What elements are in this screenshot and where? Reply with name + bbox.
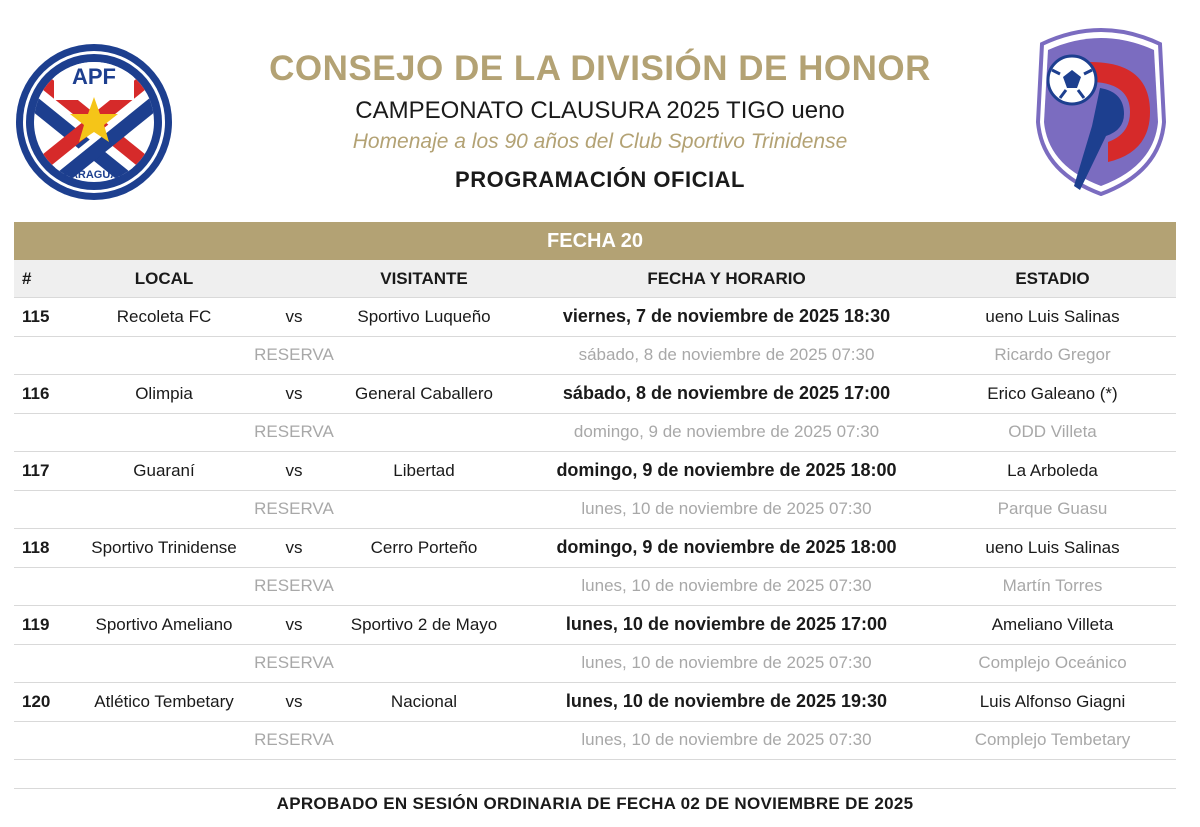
reserve-datetime: domingo, 9 de noviembre de 2025 07:30 xyxy=(573,422,880,442)
header xyxy=(220,48,980,194)
home-team: Guaraní xyxy=(133,460,195,480)
home-team: Sportivo Ameliano xyxy=(95,614,233,634)
match-number: 115 xyxy=(22,306,50,326)
reserve-stadium: Martín Torres xyxy=(1002,576,1103,596)
col-header-estadio: ESTADIO xyxy=(1015,268,1090,288)
table-row-reserve xyxy=(14,337,1176,376)
reserve-datetime: lunes, 10 de noviembre de 2025 07:30 xyxy=(581,653,872,673)
reserve-label: RESERVA xyxy=(254,653,334,673)
match-datetime: domingo, 9 de noviembre de 2025 18:00 xyxy=(556,537,897,558)
reserve-datetime: lunes, 10 de noviembre de 2025 07:30 xyxy=(581,499,872,519)
schedule-table xyxy=(14,298,1176,760)
stadium: ueno Luis Salinas xyxy=(985,537,1120,557)
table-row xyxy=(14,606,1176,645)
apf-logo-country: PARAGUAY xyxy=(63,169,125,181)
championship-subtitle: CAMPEONATO CLAUSURA 2025 TIGO ueno xyxy=(355,97,845,124)
match-datetime: viernes, 7 de noviembre de 2025 18:30 xyxy=(562,306,891,327)
away-team: Sportivo Luqueño xyxy=(357,306,491,326)
stadium: ueno Luis Salinas xyxy=(985,306,1120,326)
match-number: 119 xyxy=(22,614,50,634)
reserve-stadium: Parque Guasu xyxy=(997,499,1108,519)
col-header-visitante: VISITANTE xyxy=(380,268,468,288)
table-row-reserve xyxy=(14,722,1176,761)
reserve-label: RESERVA xyxy=(254,422,334,442)
table-row xyxy=(14,683,1176,722)
away-team: Cerro Porteño xyxy=(370,537,478,557)
table-row xyxy=(14,529,1176,568)
home-team: Atlético Tembetary xyxy=(94,691,234,711)
table-row-reserve xyxy=(14,491,1176,530)
stadium: Luis Alfonso Giagni xyxy=(979,691,1126,711)
approval-footer: APROBADO EN SESIÓN ORDINARIA DE FECHA 02 DE NOVIEMBRE DE 2025 xyxy=(276,794,914,813)
stadium: Ameliano Villeta xyxy=(991,614,1114,634)
match-datetime: lunes, 10 de noviembre de 2025 17:00 xyxy=(565,614,888,635)
table-row-reserve xyxy=(14,645,1176,684)
home-team: Sportivo Trinidense xyxy=(91,537,237,557)
reserve-label: RESERVA xyxy=(254,576,334,596)
vs-label: vs xyxy=(285,460,303,480)
away-team: Nacional xyxy=(390,691,458,711)
home-team: Olimpia xyxy=(135,383,193,403)
vs-label: vs xyxy=(285,614,303,634)
apf-logo-text: APF xyxy=(72,64,116,89)
stadium: La Arboleda xyxy=(1007,460,1098,480)
tribute-text: Homenaje a los 90 años del Club Sportivo Trinidense xyxy=(352,130,848,153)
match-datetime: domingo, 9 de noviembre de 2025 18:00 xyxy=(556,460,897,481)
table-row xyxy=(14,452,1176,491)
reserve-stadium: Complejo Oceánico xyxy=(978,653,1127,673)
reserve-datetime: lunes, 10 de noviembre de 2025 07:30 xyxy=(581,576,872,596)
match-number: 120 xyxy=(22,691,51,711)
table-row xyxy=(14,298,1176,337)
match-datetime: sábado, 8 de noviembre de 2025 17:00 xyxy=(562,383,891,404)
council-title: CONSEJO DE LA DIVISIÓN DE HONOR xyxy=(269,49,931,88)
col-header-num: # xyxy=(22,268,32,288)
reserve-label: RESERVA xyxy=(254,345,334,365)
col-header-local: LOCAL xyxy=(134,268,194,288)
reserve-stadium: Ricardo Gregor xyxy=(994,345,1111,365)
official-programming-title: PROGRAMACIÓN OFICIAL xyxy=(455,167,745,192)
stadium: Erico Galeano (*) xyxy=(987,383,1118,403)
table-row-reserve xyxy=(14,568,1176,607)
reserve-label: RESERVA xyxy=(254,499,334,519)
vs-label: vs xyxy=(285,537,303,557)
reserve-label: RESERVA xyxy=(254,730,334,750)
table-row xyxy=(14,375,1176,414)
table-column-headers xyxy=(14,260,1176,298)
vs-label: vs xyxy=(285,383,303,403)
vs-label: vs xyxy=(285,691,303,711)
footer-divider xyxy=(14,788,1176,789)
match-number: 116 xyxy=(22,383,50,403)
reserve-datetime: sábado, 8 de noviembre de 2025 07:30 xyxy=(578,345,875,365)
away-team: Libertad xyxy=(393,460,455,480)
apf-logo xyxy=(14,42,174,202)
vs-label: vs xyxy=(285,306,303,326)
away-team: Sportivo 2 de Mayo xyxy=(350,614,498,634)
reserve-datetime: lunes, 10 de noviembre de 2025 07:30 xyxy=(581,730,872,750)
fecha-header-bar: FECHA 20 xyxy=(14,222,1176,260)
home-team: Recoleta FC xyxy=(116,306,212,326)
division-shield-logo xyxy=(1030,22,1172,196)
match-number: 118 xyxy=(22,537,50,557)
match-datetime: lunes, 10 de noviembre de 2025 19:30 xyxy=(565,691,888,712)
col-header-fecha: FECHA Y HORARIO xyxy=(647,268,806,288)
table-row-reserve xyxy=(14,414,1176,453)
match-number: 117 xyxy=(22,460,50,480)
reserve-stadium: ODD Villeta xyxy=(1008,422,1097,442)
away-team: General Caballero xyxy=(355,383,493,403)
reserve-stadium: Complejo Tembetary xyxy=(974,730,1131,750)
